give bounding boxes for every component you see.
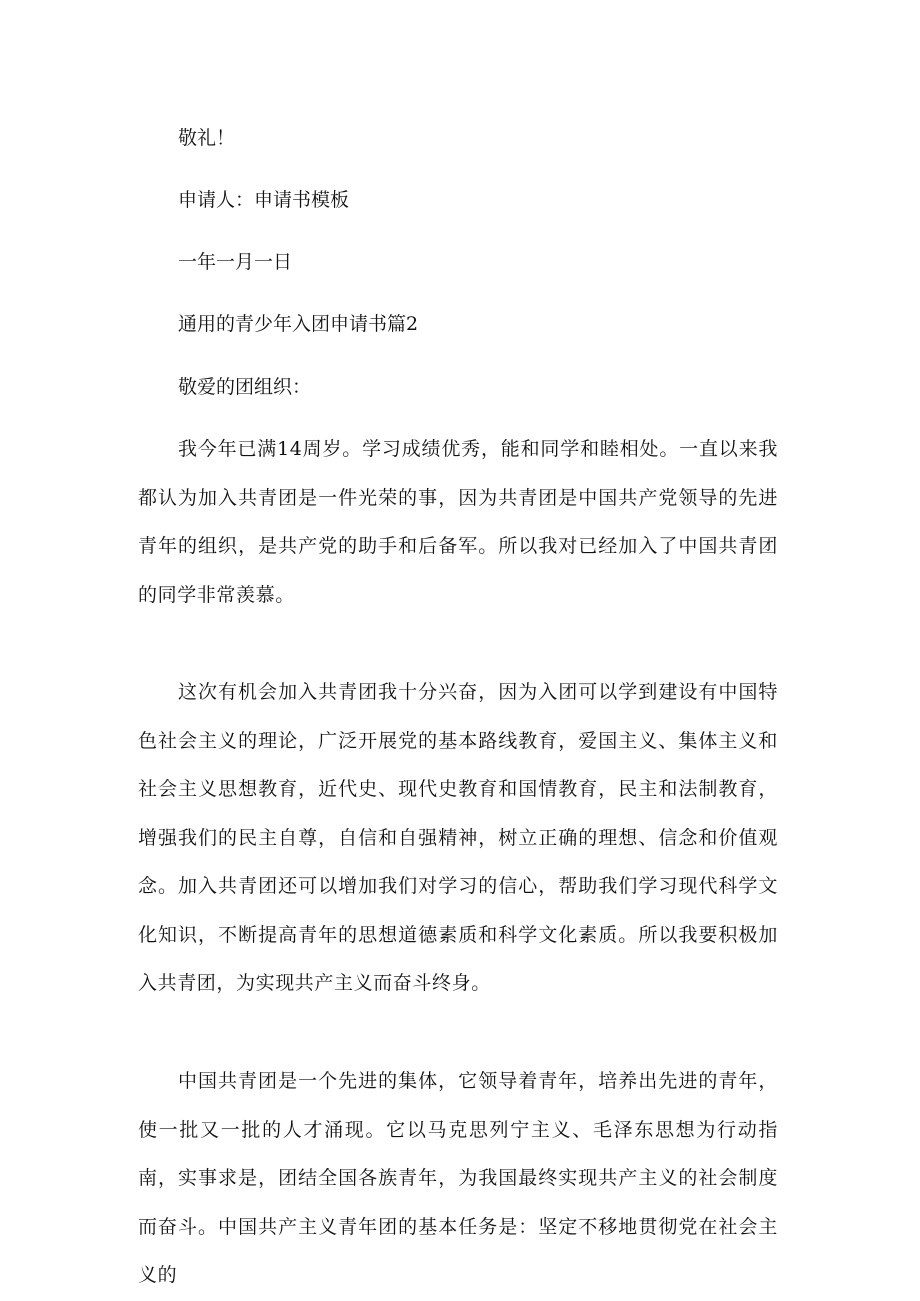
date-line: 一年一月一日 bbox=[178, 251, 293, 273]
salutation-line: 敬爱的团组织： bbox=[178, 376, 312, 398]
section-title: 通用的青少年入团申请书篇2 bbox=[178, 313, 419, 335]
body-paragraph-2: 这次有机会加入共青团我十分兴奋，因为入团可以学到建设有中国特色社会主义的理论，广泛开展党的基本路线教育，爱国主义、集体主义和社会主义思想教育，近代史、现代史教育和国情教育，民主和法制教育，增强我们的民主自尊，自信和自强精神，树立正确的理想、信念和价值观念。加入共青团还可以增加我们对学习的信心，帮助我们学习现代科学文化知识，不断提高青年的思想道德素质和科学文化素质。所以我要积极加入共青团，为实现共产主义而奋斗终身。 bbox=[138, 681, 778, 994]
body-paragraph-3: 中国共青团是一个先进的集体，它领导着青年，培养出先进的青年，使一批又一批的人才涌现。它以马克思列宁主义、毛泽东思想为行动指南，实事求是，团结全国各族青年，为我国最终实现共产主义的社会制度而奋斗。中国共产主义青年团的基本任务是：坚定不移地贯彻党在社会主义的 bbox=[138, 1070, 778, 1286]
closing-line: 敬礼！ bbox=[178, 127, 236, 149]
applicant-line: 申请人：申请书模板 bbox=[178, 189, 350, 211]
body-paragraph-1: 我今年已满14周岁。学习成绩优秀，能和同学和睦相处。一直以来我都认为加入共青团是一件光荣的事，因为共青团是中国共产党领导的先进青年的组织，是共产党的助手和后备军。所以我对已经加入了中国共青团的同学非常羡慕。 bbox=[138, 438, 778, 606]
